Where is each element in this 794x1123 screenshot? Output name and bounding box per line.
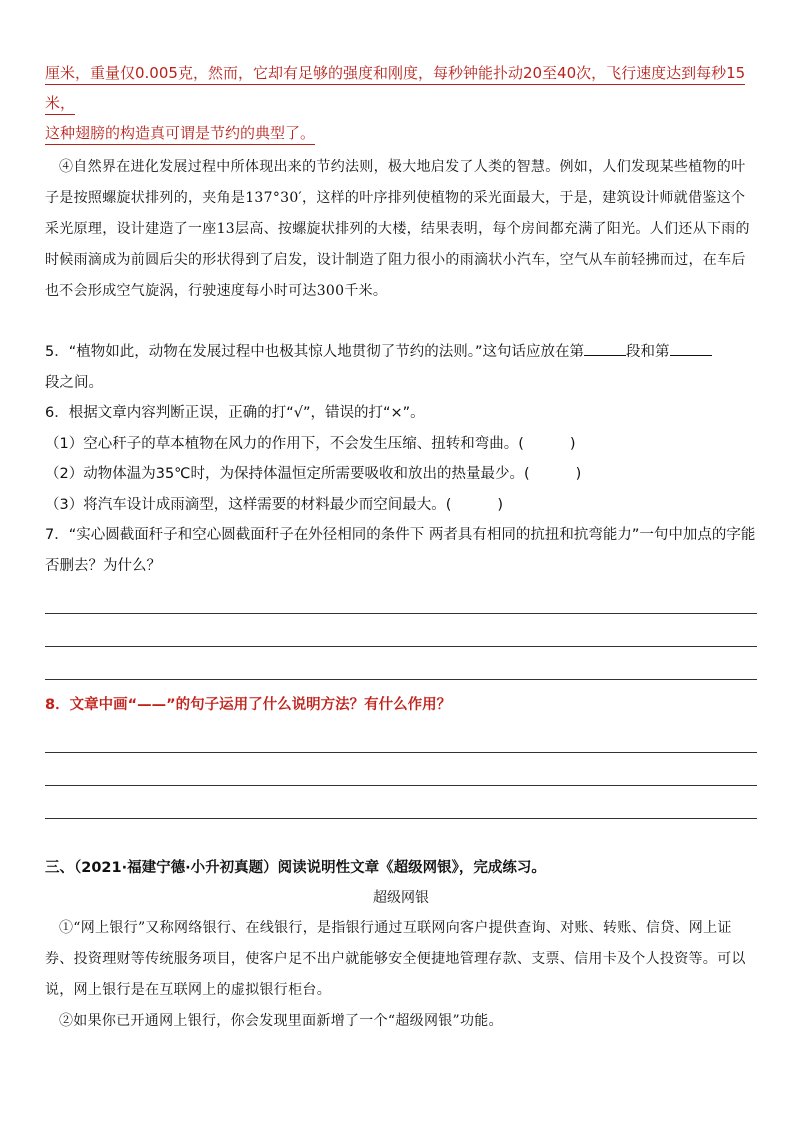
answer-line[interactable]	[45, 614, 757, 647]
article-title: 超级网银	[373, 890, 429, 906]
article-paragraph-2: ②如果你已开通网上银行，你会发现里面新增了一个“超级网银”功能。	[59, 1013, 503, 1029]
answer-line[interactable]	[45, 720, 757, 753]
article-paragraph-1: ①“网上银行”又称网络银行、在线银行，是指银行通过互联网向客户提供查询、对账、转账、信贷、网上证券、投资理财等传统服务项目，使客户足不出户就能够安全便捷地管理存款、支票、信用卡及个人投资等。可以说，网上银行是在互联网上的虚拟银行柜台。	[45, 920, 746, 998]
underlined-sentence-line2: 这种翅膀的构造真可谓是节约的典型了。	[45, 124, 315, 145]
answer-line[interactable]	[45, 786, 757, 819]
paragraph-4: ④自然界在进化发展过程中所体现出来的节约法则，极大地启发了人类的智慧。例如，人们发现某些植物的叶子是按照螺旋状排列的，夹角是137°30′，这样的叶序排列使植物的采光面最大，于是，建筑设计师就借鉴这个采光原理，设计建造了一座13层高、按螺旋状排列的大楼，结果表明，每个房间都充满了阳光。人们还从下雨的时候雨滴成为前圆后尖的形状得到了启发，设计制造了阻力很小的雨滴状小汽车，空气从车前轻拂而过，在车后也不会形成空气旋涡，行驶速度每小时可达300千米。	[45, 159, 750, 299]
spacer	[45, 819, 757, 853]
item-text: （2）动物体温为35℃时，为保持体温恒定所需要吸收和放出的热量最少。(	[45, 466, 530, 482]
question-5	[45, 337, 757, 398]
paren-close: )	[569, 435, 576, 452]
item-text: （3）将汽车设计成雨滴型，这样需要的材料最少而空间最大。(	[45, 496, 452, 513]
item-text: （1）空心秆子的草本植物在风力的作用下，不会发生压缩、扭转和弯曲。(	[45, 435, 524, 452]
answer-blank[interactable]	[670, 341, 712, 356]
underlined-sentence-line1: 厘米，重量仅0.005克，然而，它却有足够的强度和刚度，每秒钟能扑动20至40次，飞行速度达到每秒15米，	[45, 64, 745, 115]
question-6: 6．根据文章内容判断正误，正确的打“√”，错误的打“×”。	[45, 405, 425, 421]
answer-line[interactable]	[45, 753, 757, 786]
question-6-item-2	[45, 459, 757, 490]
answer-blank[interactable]	[584, 341, 626, 356]
document-page	[45, 58, 757, 1037]
answer-line[interactable]	[45, 647, 757, 680]
question-7: 7．“实心圆截面秆子和空心圆截面秆子在外径相同的条件下 两者具有相同的抗扭和抗弯能力”一句中加点的字能否删去？为什么？	[45, 527, 756, 574]
question-6-item-3	[45, 490, 757, 521]
question-6-item-1	[45, 429, 757, 460]
spacer	[45, 307, 757, 337]
question-5-text-b: 段和第	[626, 344, 670, 360]
question-5-text-a: 5．“植物如此，动物在发展过程中也极其惊人地贯彻了节约的法则。”这句话应放在第	[45, 344, 584, 360]
question-5-text-c: 段之间。	[45, 374, 103, 391]
section-3-heading: 三、（2021·福建宁德·小升初真题）阅读说明性文章《超级网银》，完成练习。	[45, 860, 546, 876]
paren-close: )	[575, 466, 582, 482]
underlined-paragraph	[45, 58, 757, 148]
answer-line[interactable]	[45, 581, 757, 614]
paren-close: )	[497, 496, 504, 513]
question-8: 8．文章中画“——”的句子运用了什么说明方法？有什么作用？	[45, 697, 452, 713]
